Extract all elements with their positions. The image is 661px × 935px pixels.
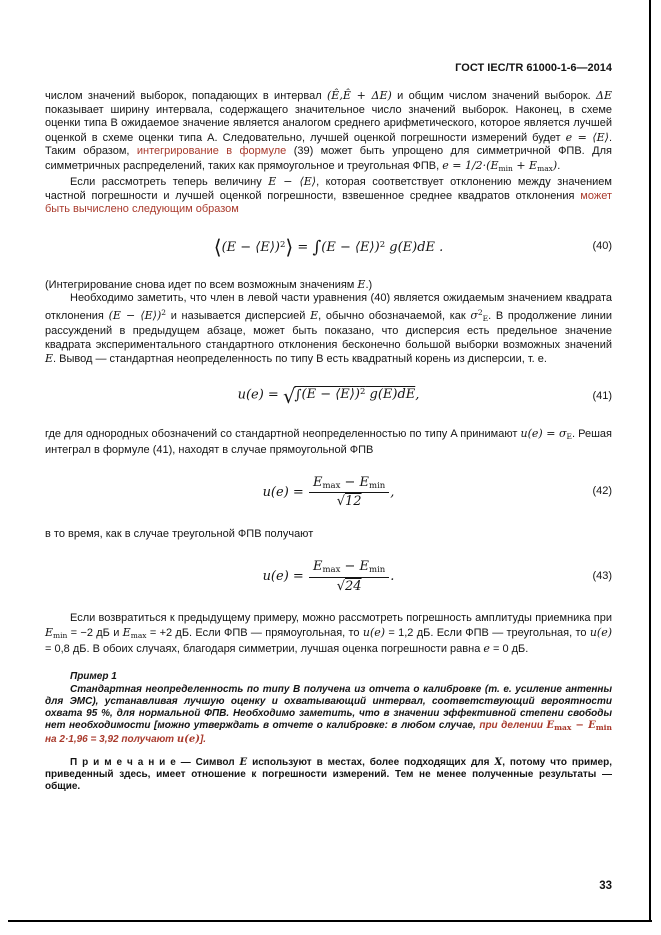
formula-41-radicand: ∫(E − ⟨E⟩)$^2$ g(E)dE — [294, 387, 416, 404]
paragraph-deviation: Если рассмотреть теперь величину E − ⟨E⟩, которая соответствует отклонению между значением частной погрешности и лучшей оценкой погрешности, взвешенное среднее квадратов отклонения может быть вычислено следующим образом — [45, 175, 612, 215]
formula-41 — [45, 385, 612, 409]
sqrt-sign-icon: √ — [282, 384, 296, 408]
formula-43-fraction — [309, 559, 389, 594]
paragraph-variance-definition: Необходимо заметить, что член в левой части уравнения (40) является ожидаемым значением квадрата отклонения (E − ⟨E⟩)$^2$ и называется дисперсией E, обычно обозначаемой, как $\sigma^2_E$. В продолжение линии рассуждений в предыдущем абзаце, может быть показано, что дисперсия есть предельное значение квадрата экспериментального стандартного отклонения бесконечно большой выборки возможных значений E. Вывод — стандартная неопределенность по типу B есть квадратный корень из дисперсии, т. е. — [45, 292, 612, 366]
page-border-bottom-line — [8, 920, 652, 922]
note-block: П р и м е ч а н и е — Символ E используют в местах, более подходящих для X, потому что пример, приведенный здесь, имеет отношение к погрешности измерений. Тем не менее полученные результаты — общие. — [45, 757, 613, 792]
paragraph-integration-note: (Интегрирование снова идет по всем возможным значениям E.) — [45, 277, 373, 291]
paragraph-triangular-case: в то время, как в случае треугольной ФПВ получают — [45, 527, 314, 540]
paragraph-continuation: числом значений выборок, попадающих в интервал (Ê,Ê + ΔE) и общим числом значений выборок. ΔE показывает ширину интервала, содержащего значительное число значений выборок. Наконец, в схеме оценки типа B ожидаемое значение является аналогом среднего арифметического, которое является лучшей оценкой в схеме оценки типа A. Следовательно, лучшей оценкой погрешности измерений будет e = ⟨E⟩. Таким образом, интегрирование в формуле (39) может быть упрощено для симметричной ФПВ. Для симметричных распределений, таких как прямоугольное и треугольная ФПВ, $e = 1/2\cdot(E_{min} + E_{max})$. — [45, 89, 613, 173]
formula-43-lhs: u(e) = — [262, 569, 308, 585]
fraction-numerator: $E_{max} - E_{min}$ — [309, 559, 389, 577]
paragraph-previous-example: Если возвратиться к предыдущему примеру, можно рассмотреть погрешность амплитуды приемника при $E_{min} = -2$ дБ и $E_{max} = +2$ дБ. Если ФПВ — прямоугольная, то u(e) = 1,2 дБ. Если ФПВ — треугольная, то u(e) = 0,8 дБ. В обоих случаях, благодаря симметрии, лучшая оценка погрешности равна e = 0 дБ. — [45, 612, 612, 656]
paragraph-where-notation: где для однородных обозначений со стандартной неопределенностью по типу A принимают $u(e) = \sigma_E$. Решая интеграл в формуле (41), находят в случае прямоугольной ФПВ — [45, 427, 612, 456]
formula-43 — [45, 559, 612, 594]
formula-41-lhs: u(e) = — [237, 387, 283, 403]
example-body: Стандартная неопределенность по типу B получена из отчета о калибровке (т. е. усиление антенны для ЭМС), устанавливая лучшую оценку и охватывающий интервал, соответствующий вероятности охвата 95 %, для нормальной ФПВ. Необходимо заметить, что в значении эффективной степени свободы нет необходимости [можно утверждать в отчете о калибровке: в любом случае, при делении $E_{max} - E_{min}$ на 2·1,96 = 3,92 получают u(e)]. — [45, 684, 612, 745]
formula-41-tail: , — [415, 387, 420, 403]
page-number: 33 — [599, 880, 612, 892]
formula-43-tail: . — [390, 569, 395, 585]
formula-42-number: (42) — [592, 485, 612, 498]
formula-40-body: ⟨(E − ⟨E⟩)$^2$⟩ = ∫(E − ⟨E⟩)$^2$ g(E)dE . — [213, 234, 444, 259]
formula-42-tail: , — [390, 484, 395, 500]
formula-42-fraction — [309, 475, 389, 510]
fraction-denominator: √24 — [336, 578, 362, 594]
page-border-right-line — [649, 0, 651, 922]
formula-41-number: (41) — [592, 390, 612, 402]
formula-40 — [45, 235, 612, 260]
formula-42-lhs: u(e) = — [262, 484, 308, 500]
fraction-numerator: $E_{max} - E_{min}$ — [309, 475, 389, 493]
document-header: ГОСТ IEC/TR 61000-1-6—2014 — [455, 62, 612, 74]
formula-40-number: (40) — [592, 240, 612, 253]
fraction-denominator: √12 — [336, 494, 362, 510]
example-title: Пример 1 — [70, 670, 117, 682]
example-block — [45, 671, 612, 746]
formula-43-number: (43) — [592, 569, 612, 582]
formula-42 — [45, 475, 612, 510]
